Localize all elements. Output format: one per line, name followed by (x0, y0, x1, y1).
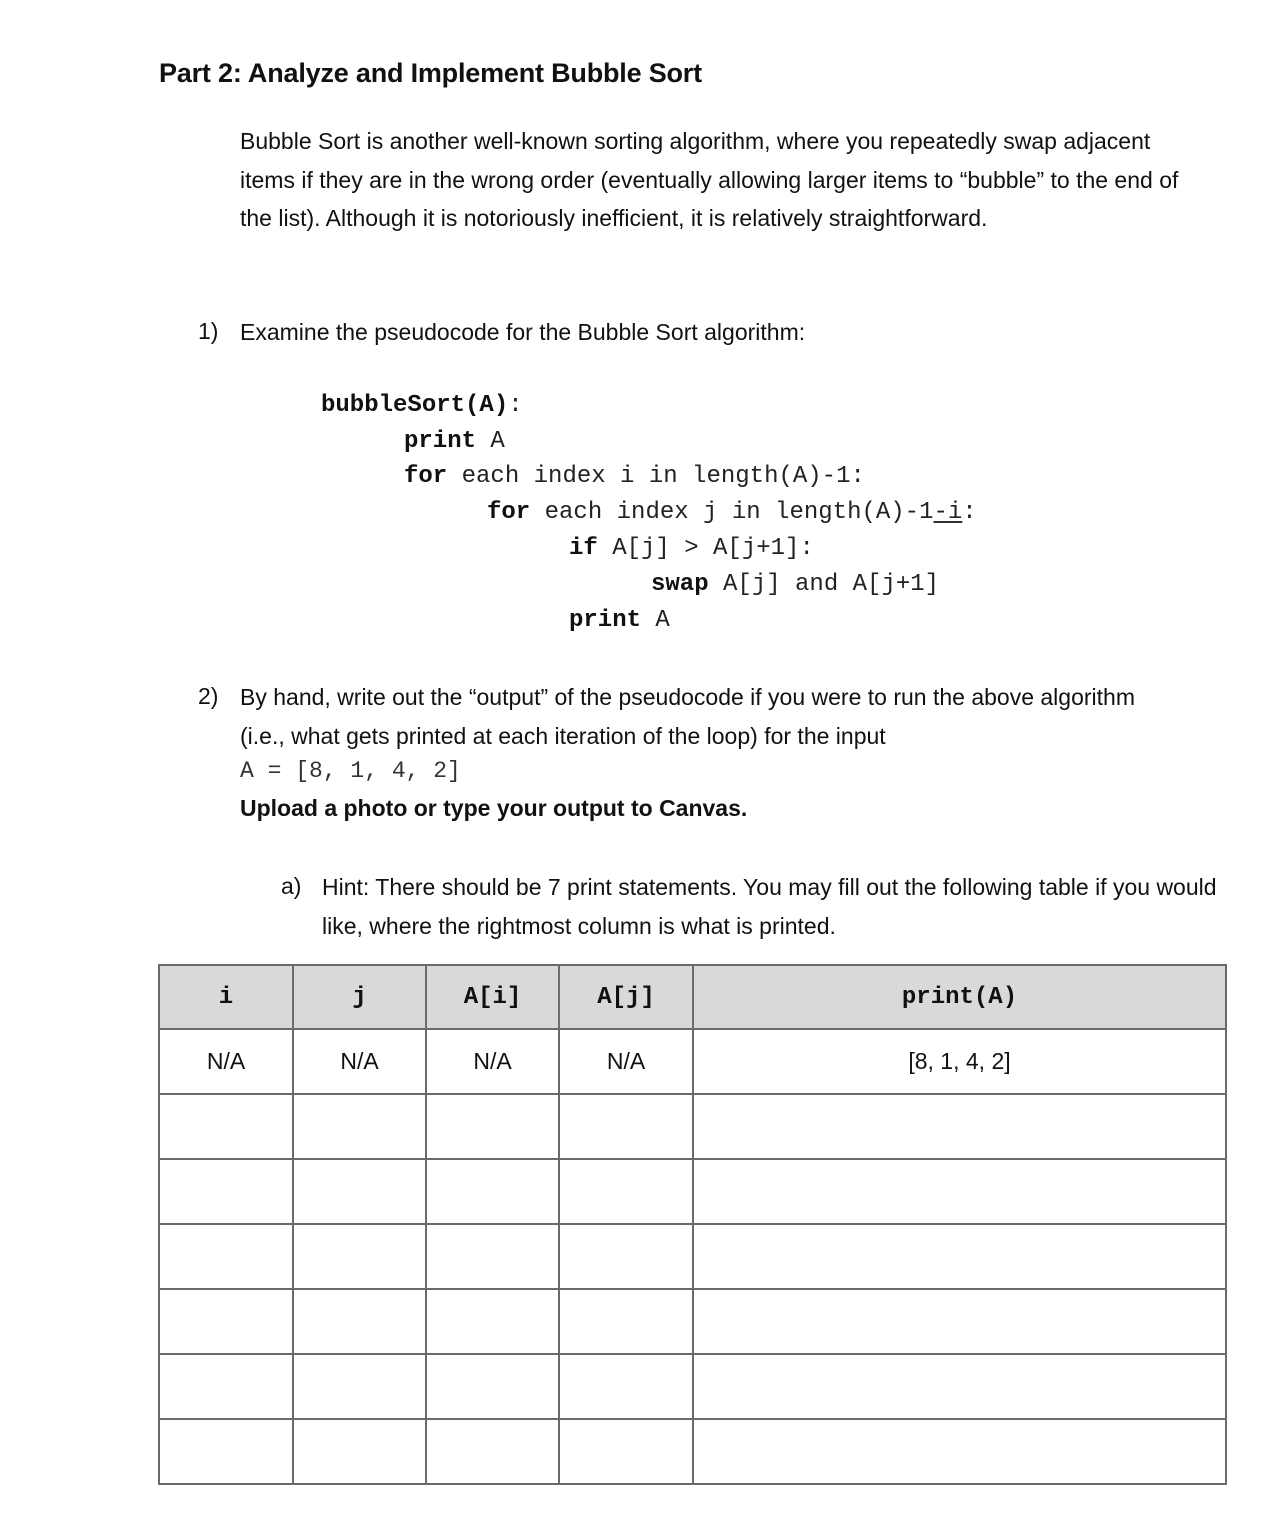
header-a-j: A[j] (559, 965, 693, 1029)
table-cell[interactable] (293, 1289, 426, 1354)
header-i: i (159, 965, 293, 1029)
table-cell[interactable] (293, 1354, 426, 1419)
table-row (159, 1094, 1226, 1159)
code-text: each index i in length(A)-1: (447, 463, 865, 490)
header-j: j (293, 965, 426, 1029)
code-text: : (962, 499, 977, 526)
code-text: A[j] and A[j+1] (708, 571, 940, 598)
keyword: if (569, 535, 598, 562)
header-print-a: print(A) (693, 965, 1226, 1029)
table-cell[interactable] (159, 1094, 293, 1159)
table-cell[interactable] (293, 1419, 426, 1484)
question-2-text: By hand, write out the “output” of the pseudocode if you were to run the above algorithm (i.e., what gets printed at each iteration of the loop) for the input (240, 684, 1135, 749)
header-a-i: A[i] (426, 965, 559, 1029)
pseudocode-line-7 (569, 607, 670, 634)
pseudocode-line-6 (651, 571, 939, 598)
keyword: print (404, 428, 477, 455)
table-cell[interactable] (559, 1224, 693, 1289)
keyword: for (404, 463, 448, 490)
table-cell[interactable] (159, 1419, 293, 1484)
table-row (159, 1159, 1226, 1224)
question-1-number: 1) (198, 318, 219, 344)
table-cell: N/A (159, 1029, 293, 1094)
keyword: for (487, 499, 531, 526)
upload-instruction: Upload a photo or type your output to Canvas. (240, 795, 748, 821)
table-cell[interactable] (159, 1159, 293, 1224)
table-cell[interactable] (693, 1354, 1226, 1419)
question-2-number: 2) (198, 683, 219, 709)
table-row (159, 1029, 1226, 1094)
table-cell[interactable] (426, 1289, 559, 1354)
pseudocode-line-2 (404, 428, 505, 455)
table-cell[interactable] (693, 1094, 1226, 1159)
code-text: A (641, 607, 670, 634)
hint-text: Hint: There should be 7 print statements. You may fill out the following table if you would like, where the rightmost column is what is printed. (322, 874, 1217, 939)
table-cell[interactable] (426, 1419, 559, 1484)
table-cell[interactable] (159, 1224, 293, 1289)
code-text: A (476, 428, 505, 455)
table-cell[interactable] (159, 1354, 293, 1419)
table-cell[interactable] (693, 1289, 1226, 1354)
table-cell[interactable] (559, 1159, 693, 1224)
hint-letter: a) (281, 873, 302, 899)
pseudocode-line-4 (487, 499, 977, 526)
keyword: print (569, 607, 642, 634)
table-cell[interactable] (426, 1354, 559, 1419)
underlined-code: -i (933, 499, 963, 526)
table-cell[interactable] (159, 1289, 293, 1354)
table-cell[interactable] (293, 1159, 426, 1224)
intro-paragraph: Bubble Sort is another well-known sorting algorithm, where you repeatedly swap adjacent items if they are in the wrong order (eventually allowing larger items to “bubble” to the end of the list). Although it is notoriously inefficient, it is relatively straightforward. (240, 128, 1179, 231)
table-row (159, 1419, 1226, 1484)
pseudocode-line-5 (569, 535, 814, 562)
table-cell[interactable] (693, 1419, 1226, 1484)
table-row (159, 1289, 1226, 1354)
keyword: swap (651, 571, 709, 598)
table-cell[interactable] (693, 1159, 1226, 1224)
code-text: : (508, 392, 523, 419)
table-cell[interactable] (293, 1094, 426, 1159)
input-array: A = [8, 1, 4, 2] (240, 758, 461, 784)
pseudocode-line-1 (321, 392, 523, 419)
table-cell: N/A (293, 1029, 426, 1094)
table-cell[interactable] (559, 1289, 693, 1354)
table-cell[interactable] (559, 1094, 693, 1159)
table-cell[interactable] (426, 1224, 559, 1289)
table-cell[interactable] (293, 1224, 426, 1289)
table-cell: N/A (559, 1029, 693, 1094)
table-cell: [8, 1, 4, 2] (693, 1029, 1226, 1094)
table-row (159, 1354, 1226, 1419)
question-1-text: Examine the pseudocode for the Bubble Sort algorithm: (240, 319, 806, 345)
pseudocode-line-3 (404, 463, 865, 490)
table-row (159, 1224, 1226, 1289)
table-cell[interactable] (559, 1354, 693, 1419)
table-header-row (159, 965, 1226, 1029)
table-cell[interactable] (693, 1224, 1226, 1289)
table-cell[interactable] (426, 1159, 559, 1224)
trace-table (158, 964, 1227, 1485)
table-cell: N/A (426, 1029, 559, 1094)
table-cell[interactable] (426, 1094, 559, 1159)
code-text: A[j] > A[j+1]: (597, 535, 814, 562)
page-title: Part 2: Analyze and Implement Bubble Sort (159, 58, 702, 88)
function-signature: bubbleSort(A) (321, 392, 509, 419)
table-cell[interactable] (559, 1419, 693, 1484)
code-text: each index j in length(A)-1 (530, 499, 934, 526)
